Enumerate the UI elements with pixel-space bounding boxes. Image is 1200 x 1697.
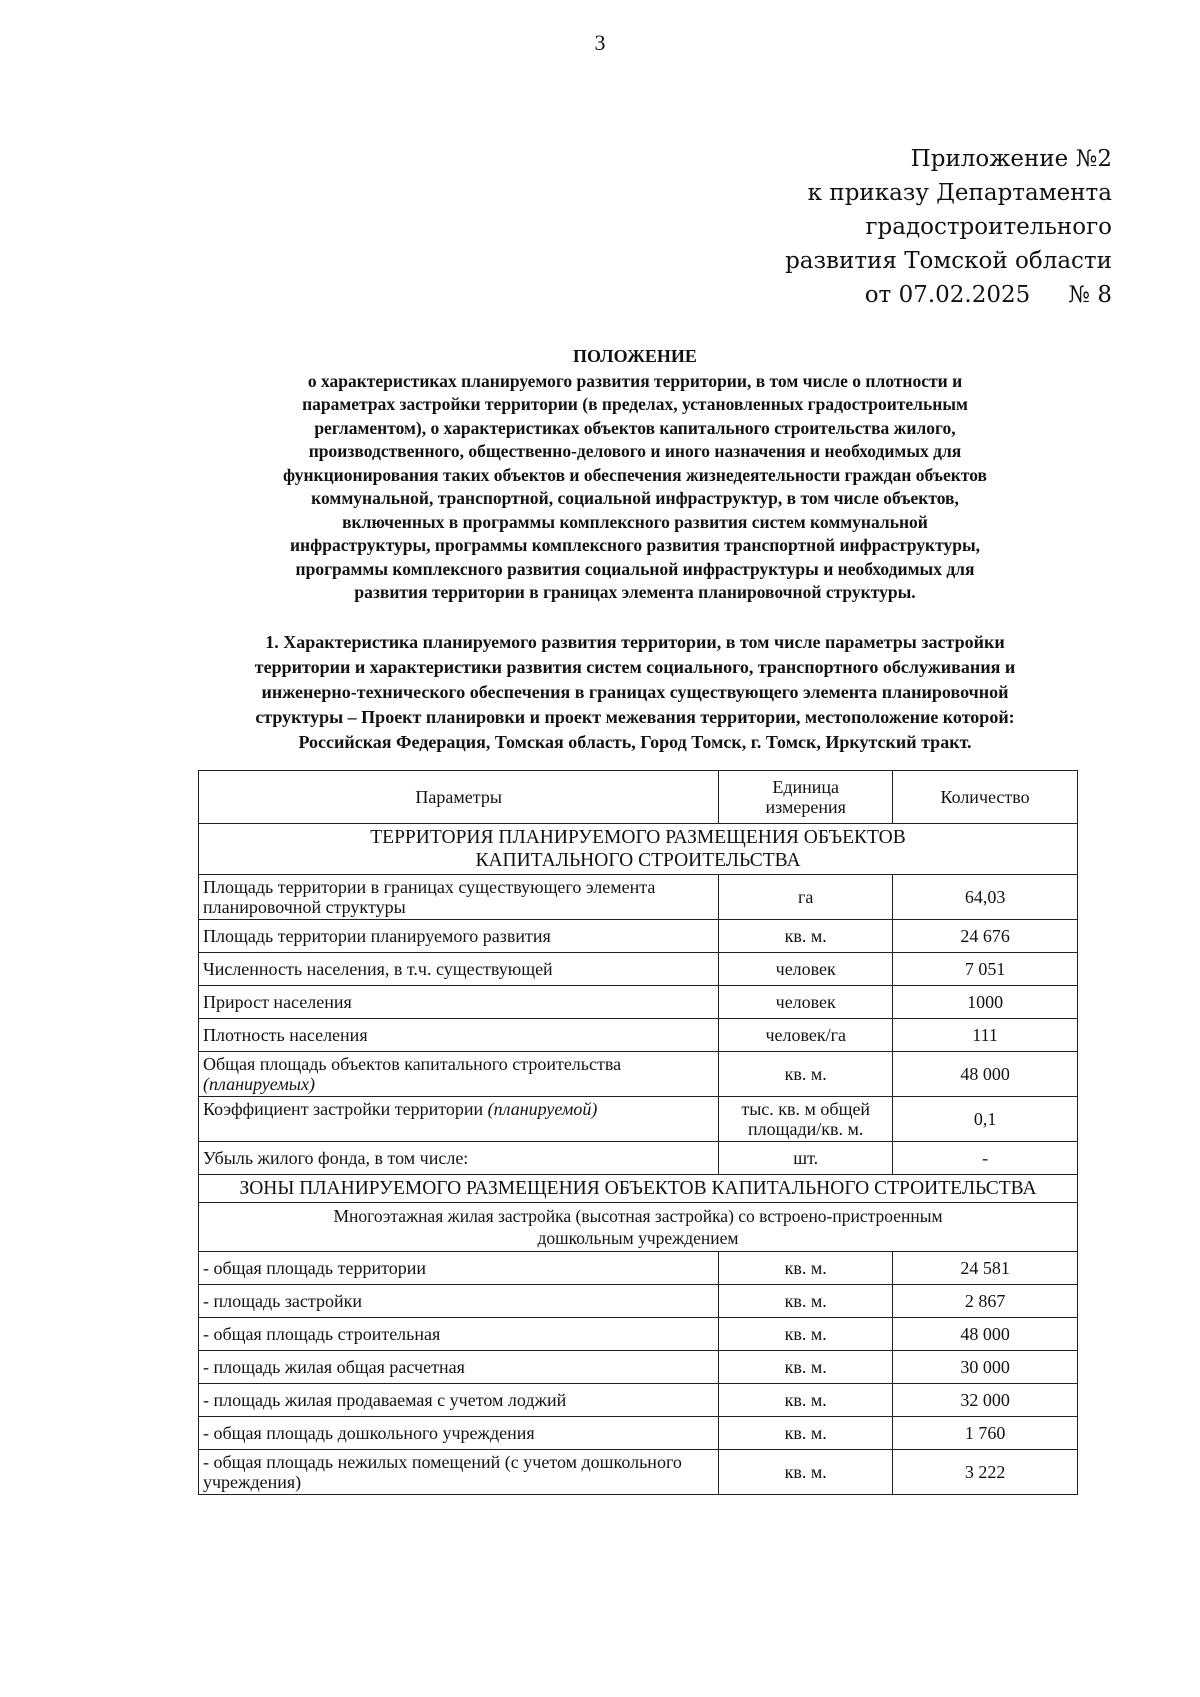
table-row <box>199 1285 1078 1318</box>
row-qty: 0,1 <box>893 1097 1078 1142</box>
appendix-department-line: градостроительного <box>865 214 1112 240</box>
section-row-zones <box>199 1175 1078 1203</box>
row-param: Площадь территории в границах существующего элемента планировочной структуры <box>199 875 719 920</box>
subsection-row <box>199 1203 1078 1252</box>
table-row <box>199 1019 1078 1052</box>
row-qty: 32 000 <box>893 1384 1078 1417</box>
subsection-title-line2: дошкольным учреждением <box>537 1228 739 1248</box>
subsection-title-line1: Многоэтажная жилая застройка (высотная застройка) со встроено-пристроенным <box>333 1206 943 1226</box>
row-param: - общая площадь строительная <box>199 1318 719 1351</box>
row-param: Плотность населения <box>199 1019 719 1052</box>
row-qty: 1 760 <box>893 1417 1078 1450</box>
table-row <box>199 1351 1078 1384</box>
row-unit: кв. м. <box>719 1417 893 1450</box>
row-param: Убыль жилого фонда, в том числе: <box>199 1142 719 1175</box>
row-param-text: Коэффициент застройки территории <box>203 1099 484 1119</box>
row-qty: 24 581 <box>893 1252 1078 1285</box>
row-qty: 30 000 <box>893 1351 1078 1384</box>
row-qty: 24 676 <box>893 920 1078 953</box>
row-unit: кв. м. <box>719 1351 893 1384</box>
section-1-heading <box>175 630 1095 755</box>
row-unit: кв. м. <box>719 1252 893 1285</box>
title-line: производственного, общественно-делового и иного назначения и необходимых для <box>308 441 962 461</box>
title-line: регламентом), о характеристиках объектов капитального строительства жилого, <box>314 417 956 438</box>
row-unit: кв. м. <box>719 920 893 953</box>
document-title <box>200 345 1070 605</box>
row-unit: кв. м. <box>719 1318 893 1351</box>
row-param: - общая площадь территории <box>199 1252 719 1285</box>
title-line: включенных в программы комплексного развития систем коммунальной <box>342 511 928 532</box>
section-line: Российская Федерация, Томская область, Город Томск, г. Томск, Иркутский тракт. <box>298 732 972 752</box>
table-row <box>199 1384 1078 1417</box>
appendix-title: Приложение №2 <box>910 146 1112 172</box>
header-qty: Количество <box>893 771 1078 824</box>
parameters-table <box>198 770 1078 1495</box>
table-row <box>199 1252 1078 1285</box>
row-qty: 64,03 <box>893 875 1078 920</box>
section-row-territory <box>199 824 1078 875</box>
row-param-note: (планируемых) <box>203 1074 315 1094</box>
row-param: - площадь жилая продаваемая с учетом лоджий <box>199 1384 719 1417</box>
row-param-note: (планируемой) <box>487 1099 598 1119</box>
row-qty: 7 051 <box>893 953 1078 986</box>
row-param: - общая площадь дошкольного учреждения <box>199 1417 719 1450</box>
row-param <box>199 1052 719 1097</box>
appendix-region-line: развития Томской области <box>785 248 1112 274</box>
row-unit-line1: тыс. кв. м общей <box>741 1099 871 1119</box>
table-row <box>199 1417 1078 1450</box>
section-title-line2: КАПИТАЛЬНОГО СТРОИТЕЛЬСТВА <box>475 850 801 871</box>
header-unit <box>719 771 893 824</box>
row-param: - площадь застройки <box>199 1285 719 1318</box>
section-line: инженерно-технического обеспечения в границах существующего элемента планировочной <box>261 682 1009 702</box>
row-qty: 48 000 <box>893 1318 1078 1351</box>
table-row <box>199 1318 1078 1351</box>
row-param: - общая площадь нежилых помещений (с учетом дошкольного учреждения) <box>199 1450 719 1495</box>
header-unit-line1: Единица <box>772 777 840 797</box>
title-line: функционирования таких объектов и обеспечения жизнедеятельности граждан объектов <box>283 464 987 485</box>
subsection-title <box>199 1203 1078 1252</box>
appendix-block <box>785 142 1112 312</box>
section-line: структуры – Проект планировки и проект межевания территории, местоположение которой: <box>255 707 1015 727</box>
row-unit <box>719 1097 893 1142</box>
title-line: коммунальной, транспортной, социальной инфраструктур, в том числе объектов, <box>311 488 959 508</box>
title-line: о характеристиках планируемого развития территории, в том числе о плотности и <box>307 370 963 391</box>
appendix-date-number-line <box>785 278 1112 312</box>
row-unit: га <box>719 875 893 920</box>
title-line: программы комплексного развития социальной инфраструктуры и необходимых для <box>295 558 975 579</box>
header-unit-line2: измерения <box>765 797 846 817</box>
table-row <box>199 1142 1078 1175</box>
appendix-number: № 8 <box>1068 282 1112 308</box>
document-heading: ПОЛОЖЕНИЕ <box>573 346 697 366</box>
row-unit: кв. м. <box>719 1384 893 1417</box>
row-unit: человек <box>719 953 893 986</box>
row-param: Площадь территории планируемого развития <box>199 920 719 953</box>
row-qty: 111 <box>893 1019 1078 1052</box>
row-qty: 48 000 <box>893 1052 1078 1097</box>
title-line: инфраструктуры, программы комплексного развития транспортной инфраструктуры, <box>289 535 981 555</box>
row-unit: человек/га <box>719 1019 893 1052</box>
title-line: развития территории в границах элемента планировочной структуры. <box>354 582 916 602</box>
header-param: Параметры <box>199 771 719 824</box>
section-title-territory <box>199 824 1078 875</box>
row-unit: человек <box>719 986 893 1019</box>
row-unit: кв. м. <box>719 1285 893 1318</box>
row-param: Прирост населения <box>199 986 719 1019</box>
row-qty: - <box>893 1142 1078 1175</box>
page-number: 3 <box>594 30 606 55</box>
row-qty: 2 867 <box>893 1285 1078 1318</box>
table-row <box>199 953 1078 986</box>
appendix-order-line: к приказу Департамента <box>807 180 1112 206</box>
row-qty: 1000 <box>893 986 1078 1019</box>
table-row <box>199 986 1078 1019</box>
section-title-line1: ТЕРРИТОРИЯ ПЛАНИРУЕМОГО РАЗМЕЩЕНИЯ ОБЪЕКТОВ <box>370 827 906 848</box>
table-row <box>199 1097 1078 1142</box>
row-param <box>199 1097 719 1142</box>
section-title-zones: ЗОНЫ ПЛАНИРУЕМОГО РАЗМЕЩЕНИЯ ОБЪЕКТОВ КАПИТАЛЬНОГО СТРОИТЕЛЬСТВА <box>199 1175 1078 1203</box>
row-qty: 3 222 <box>893 1450 1078 1495</box>
row-param-text: Общая площадь объектов капитального строительства <box>203 1054 622 1074</box>
row-unit: кв. м. <box>719 1052 893 1097</box>
row-unit: кв. м. <box>719 1450 893 1495</box>
row-param: Численность населения, в т.ч. существующей <box>199 953 719 986</box>
table-row <box>199 875 1078 920</box>
title-line: параметрах застройки территории (в пределах, установленных градостроительным <box>302 394 968 414</box>
table-row <box>199 1450 1078 1495</box>
table-row <box>199 1052 1078 1097</box>
table-header-row <box>199 771 1078 824</box>
section-line: 1. Характеристика планируемого развития территории, в том числе параметры застройки <box>265 632 1005 652</box>
section-line: территории и характеристики развития систем социального, транспортного обслуживания и <box>254 657 1016 677</box>
appendix-date: от 07.02.2025 <box>864 282 1031 308</box>
row-unit: шт. <box>719 1142 893 1175</box>
table-row <box>199 920 1078 953</box>
row-unit-line2: площади/кв. м. <box>748 1119 864 1139</box>
row-param: - площадь жилая общая расчетная <box>199 1351 719 1384</box>
